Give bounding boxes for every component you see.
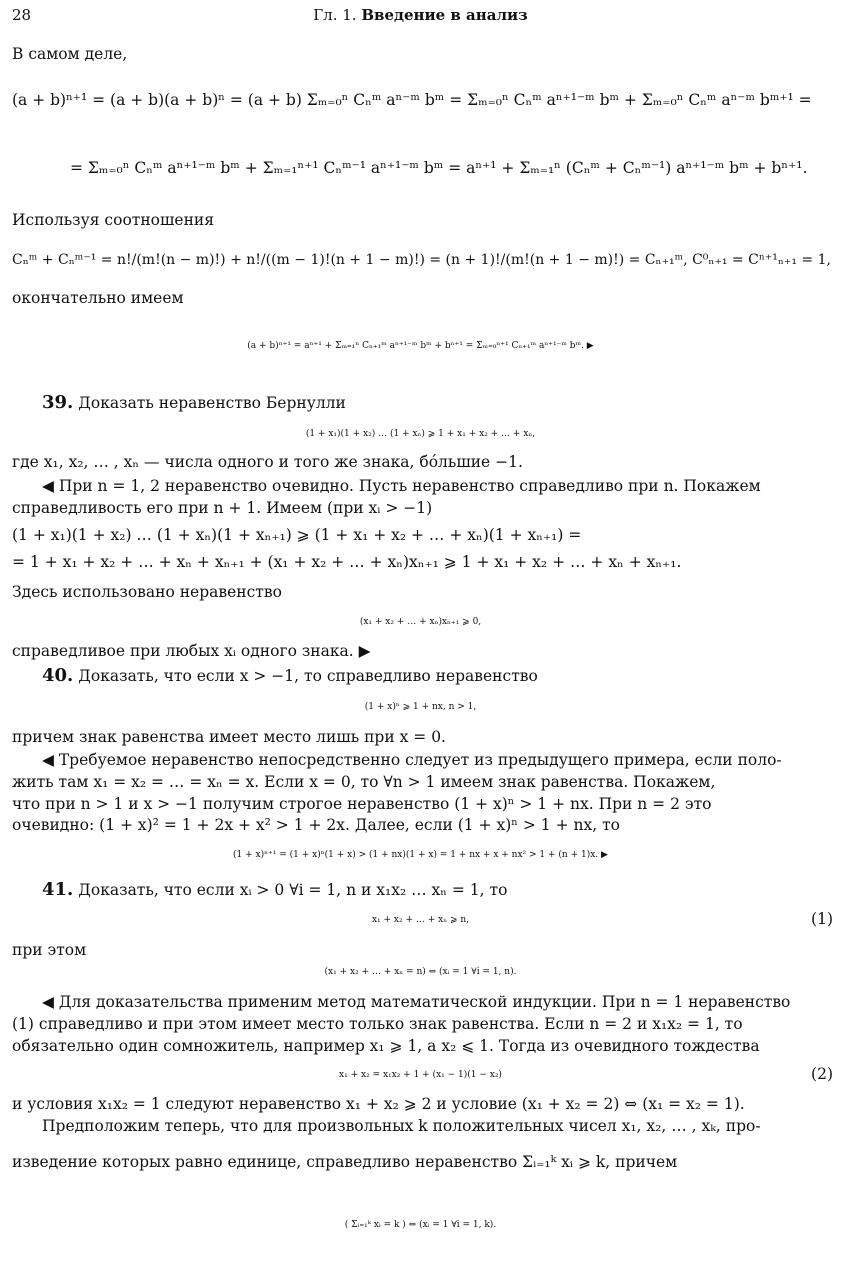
line-text: окончательно имеем	[12, 289, 184, 307]
line-text: x₁ + x₂ + … + xₙ ⩾ n,	[371, 915, 470, 925]
line-text: (a + b)ⁿ⁺¹ = (a + b)(a + b)ⁿ = (a + b) Σₘ₌₀ⁿ Cₙᵐ aⁿ⁻ᵐ bᵐ = Σₘ₌₀ⁿ Cₙᵐ aⁿ⁺¹⁻ᵐ bᵐ + Σₘ₌₀ⁿ Cₙᵐ aⁿ⁻ᵐ bᵐ⁺¹ =	[12, 91, 812, 109]
text-line	[12, 250, 831, 270]
problem-statement: Доказать неравенство Бернулли	[73, 394, 346, 412]
line-text: (x₁ + x₂ + … + xₙ)xₙ₊₁ ⩾ 0,	[359, 617, 482, 627]
line-text: где x₁, x₂, … , xₙ — числа одного и того же знака, бо́льшие −1.	[12, 453, 523, 471]
line-text: и условия x₁x₂ = 1 следуют неравенство x₁ + x₂ ⩾ 2 и условие (x₁ + x₂ = 2) ⇔ (x₁ = x₂ = 1).	[12, 1095, 745, 1113]
line-text: справедливое при любых xᵢ одного знака. ▶	[12, 642, 371, 660]
text-line	[12, 772, 715, 792]
line-text: (1 + x)ⁿ ⩾ 1 + nx, n > 1,	[364, 702, 477, 712]
text-line	[12, 90, 812, 110]
line-text: Здесь использовано неравенство	[12, 583, 282, 601]
text-line	[0, 962, 841, 982]
equation-number: (2)	[811, 1065, 833, 1083]
line-text: x₁ + x₂ = x₁x₂ + 1 + (x₁ − 1)(1 − x₂)	[339, 1070, 502, 1080]
line-text: обязательно один сомножитель, например x₁ ⩾ 1, а x₂ ⩽ 1. Тогда из очевидного тождества	[12, 1037, 760, 1055]
line-text: что при n > 1 и x > −1 получим строгое неравенство (1 + x)ⁿ > 1 + nx. При n = 2 это	[12, 795, 712, 813]
text-line	[12, 794, 711, 814]
line-text: жить там x₁ = x₂ = … = xₙ = x. Если x = 0, то ∀n > 1 имеем знак равенства. Покажем,	[12, 773, 716, 791]
chapter-title: Введение в анализ	[361, 6, 528, 24]
text-line	[0, 910, 841, 930]
text-line	[0, 612, 841, 632]
text-line	[12, 552, 681, 572]
chapter-label: Гл. 1.	[313, 6, 357, 24]
problem-number: 41.	[42, 879, 74, 900]
text-line	[42, 1116, 761, 1136]
text-line	[12, 641, 371, 661]
line-text: (1) справедливо и при этом имеет место только знак равенства. Если n = 2 и x₁x₂ = 1, то	[12, 1015, 743, 1033]
text-line	[42, 476, 761, 496]
line-text: (1 + x₁)(1 + x₂) … (1 + xₙ)(1 + xₙ₊₁) ⩾ (1 + x₁ + x₂ + … + xₙ)(1 + xₙ₊₁) =	[12, 526, 582, 544]
line-text: очевидно: (1 + x)² = 1 + 2x + x² > 1 + 2x. Далее, если (1 + x)ⁿ > 1 + nx, то	[12, 816, 620, 834]
line-text: Предположим теперь, что для произвольных k положительных чисел x₁, x₂, … , xₖ, про-	[42, 1117, 761, 1135]
line-text: причем знак равенства имеет место лишь при x = 0.	[12, 728, 446, 746]
line-text: (1 + x₁)(1 + x₂) … (1 + xₙ) ⩾ 1 + x₁ + x₂ + … + xₙ,	[305, 429, 536, 439]
line-text: при этом	[12, 941, 87, 959]
line-text: ◀ При n = 1, 2 неравенство очевидно. Пусть неравенство справедливо при n. Покажем	[42, 477, 761, 495]
line-text: справедливость его при n + 1. Имеем (при xᵢ > −1)	[12, 499, 433, 517]
text-line	[12, 525, 581, 545]
page-number: 28	[12, 6, 32, 24]
text-line	[12, 288, 184, 308]
line-text: В самом деле,	[12, 45, 128, 63]
line-text: ◀ Для доказательства применим метод математической индукции. При n = 1 неравенство	[42, 993, 791, 1011]
problem-number: 39.	[42, 392, 74, 413]
text-line	[12, 1014, 743, 1034]
line-text: ◀ Требуемое неравенство непосредственно следует из предыдущего примера, если поло-	[42, 751, 782, 769]
text-line	[42, 992, 790, 1012]
text-line	[12, 815, 620, 835]
line-text: = 1 + x₁ + x₂ + … + xₙ + xₙ₊₁ + (x₁ + x₂ + … + xₙ)xₙ₊₁ ⩾ 1 + x₁ + x₂ + … + xₙ + xₙ₊₁.	[12, 553, 682, 571]
text-line	[12, 1152, 677, 1172]
text-line	[0, 424, 841, 444]
text-line	[0, 336, 841, 356]
line-text: ( Σᵢ₌₁ᵏ xᵢ = k ) ⇔ (xᵢ = 1 ∀i = 1, k).	[344, 1220, 497, 1230]
text-line	[12, 940, 86, 960]
text-line	[12, 1094, 745, 1114]
text-line	[12, 44, 127, 64]
problem-statement: Доказать, что если xᵢ > 0 ∀i = 1, n и x₁x₂ … xₙ = 1, то	[73, 881, 508, 899]
text-line	[0, 1065, 841, 1085]
text-line	[42, 666, 538, 686]
equation-number: (1)	[811, 910, 833, 928]
text-line	[42, 393, 346, 413]
text-line	[0, 845, 841, 865]
problem-number: 40.	[42, 665, 74, 686]
line-text: = Σₘ₌₀ⁿ Cₙᵐ aⁿ⁺¹⁻ᵐ bᵐ + Σₘ₌₁ⁿ⁺¹ Cₙᵐ⁻¹ aⁿ⁺¹⁻ᵐ bᵐ = aⁿ⁺¹ + Σₘ₌₁ⁿ (Cₙᵐ + Cₙᵐ⁻¹) aⁿ⁺¹⁻ᵐ bᵐ + bⁿ⁺¹.	[70, 159, 808, 177]
text-line	[42, 880, 507, 900]
line-text: Cₙᵐ + Cₙᵐ⁻¹ = n!/(m!(n − m)!) + n!/((m − 1)!(n + 1 − m)!) = (n + 1)!/(m!(n + 1 − m)!) = Cₙ₊₁ᵐ, C⁰ₙ₊₁ = Cⁿ⁺¹ₙ₊₁ = 1,	[12, 252, 831, 268]
line-text: (a + b)ⁿ⁺¹ = aⁿ⁺¹ + Σₘ₌₁ⁿ Cₙ₊₁ᵐ aⁿ⁺¹⁻ᵐ bᵐ + bⁿ⁺¹ = Σₘ₌₀ⁿ⁺¹ Cₙ₊₁ᵐ aⁿ⁺¹⁻ᵐ bᵐ. ▶	[247, 341, 594, 351]
running-header	[0, 6, 841, 24]
line-text: (1 + x)ⁿ⁺¹ = (1 + x)ⁿ(1 + x) > (1 + nx)(1 + x) = 1 + nx + x + nx² > 1 + (n + 1)x. ▶	[233, 850, 608, 860]
text-line	[0, 1215, 841, 1235]
line-text: Используя соотношения	[12, 211, 215, 229]
text-line	[42, 750, 782, 770]
text-line	[12, 727, 446, 747]
line-text: изведение которых равно единице, справедливо неравенство Σᵢ₌₁ᵏ xᵢ ⩾ k, причем	[12, 1153, 678, 1171]
line-text: (x₁ + x₂ + … + xₙ = n) ⇔ (xᵢ = 1 ∀i = 1, n).	[324, 967, 517, 977]
text-line	[12, 1036, 760, 1056]
text-line	[12, 498, 432, 518]
text-line	[70, 158, 807, 178]
text-line	[0, 697, 841, 717]
text-line	[12, 452, 523, 472]
problem-statement: Доказать, что если x > −1, то справедливо неравенство	[73, 667, 538, 685]
text-line	[12, 210, 214, 230]
text-line	[12, 582, 282, 602]
